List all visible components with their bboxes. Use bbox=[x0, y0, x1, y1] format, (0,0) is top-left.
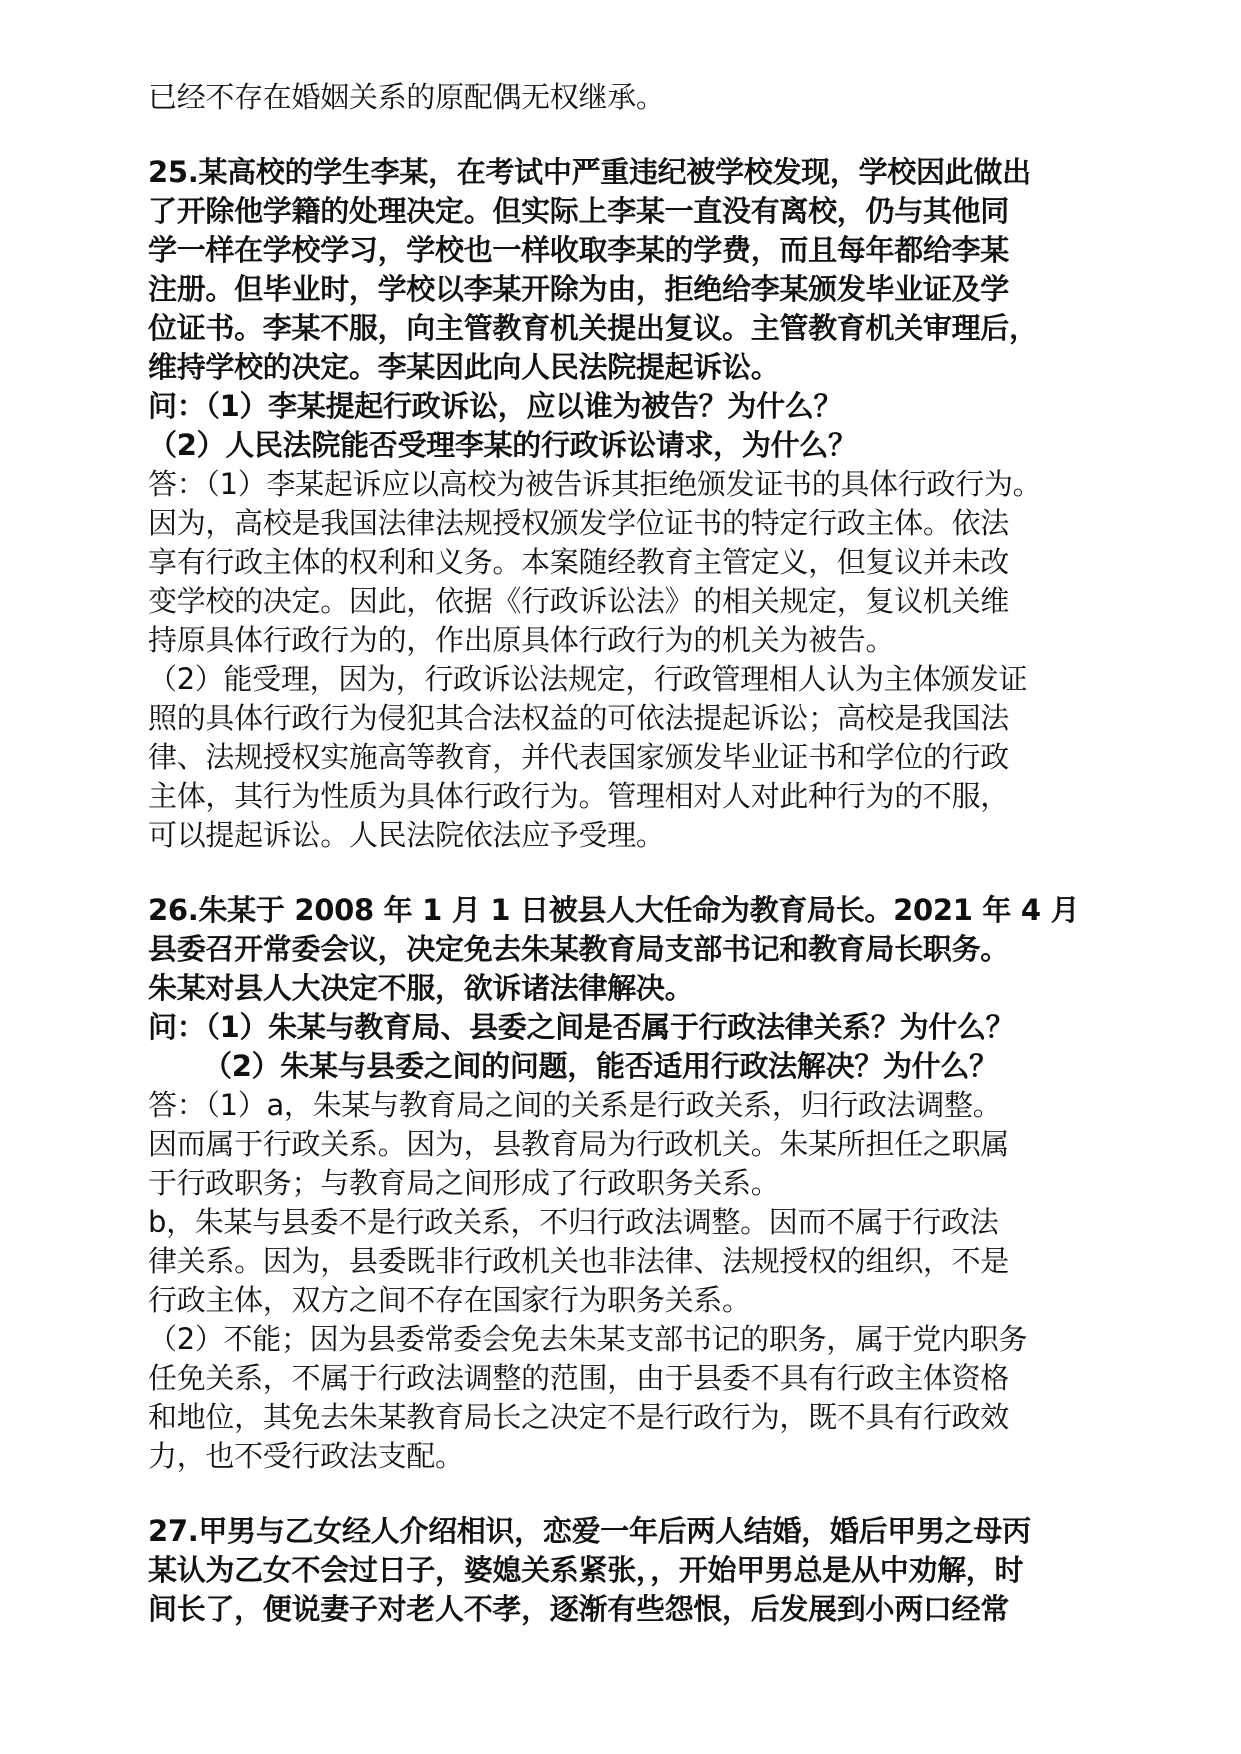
answer-25-line: （2）能受理，因为，行政诉讼法规定，行政管理相人认为主体颁发证 bbox=[148, 662, 1028, 696]
answer-25-line: 答：（1）李某起诉应以高校为被告诉其拒绝颁发证书的具体行政行为。 bbox=[148, 467, 1042, 501]
question-25-line: 注册。但毕业时，学校以李某开除为由，拒绝给李某颁发毕业证及学 bbox=[148, 272, 1010, 306]
question-25-block bbox=[148, 153, 1158, 465]
answer-26-line: 行政主体，双方之间不存在国家行为职务关系。 bbox=[148, 1283, 751, 1317]
question-25-line: 位证书。李某不服，向主管教育机关提出复议。主管教育机关审理后， bbox=[148, 311, 1038, 345]
question-26-sub-question: 问：（1）朱某与教育局、县委之间是否属于行政法律关系？为什么？ bbox=[148, 1010, 1015, 1044]
question-26-line: 26.朱某于 2008 年 1 月 1 日被县人大任命为教育局长。2021 年 4 月 bbox=[148, 893, 1080, 927]
document-page bbox=[148, 78, 1158, 1629]
answer-25-line: 持原具体行政行为的，作出原具体行政行为的机关为被告。 bbox=[148, 623, 895, 657]
question-25-line: 学一样在学校学习，学校也一样收取李某的学费，而且每年都给李某 bbox=[148, 233, 1010, 267]
paragraph-gap bbox=[148, 117, 1158, 153]
answer-26-line: 律关系。因为，县委既非行政机关也非法律、法规授权的组织，不是 bbox=[148, 1244, 1010, 1278]
intro-line: 已经不存在婚姻关系的原配偶无权继承。 bbox=[148, 80, 665, 114]
question-25-sub-question: 问：（1）李某提起行政诉讼，应以谁为被告？为什么？ bbox=[148, 389, 843, 423]
answer-26-line: 和地位，其免去朱某教育局长之决定不是行政行为，既不具有行政效 bbox=[148, 1400, 1010, 1434]
answer-25-line: 律、法规授权实施高等教育，并代表国家颁发毕业证书和学位的行政 bbox=[148, 740, 1010, 774]
answer-26-line: b，朱某与县委不是行政关系，不归行政法调整。因而不属于行政法 bbox=[148, 1205, 999, 1239]
answer-25-line: 照的具体行政行为侵犯其合法权益的可依法提起诉讼；高校是我国法 bbox=[148, 701, 1010, 735]
question-25-line: 了开除他学籍的处理决定。但实际上李某一直没有离校，仍与其他同 bbox=[148, 194, 1010, 228]
question-25-line: 25.某高校的学生李某，在考试中严重违纪被学校发现，学校因此做出 bbox=[148, 155, 1031, 189]
paragraph-gap bbox=[148, 855, 1158, 891]
answer-26-line: 任免关系，不属于行政法调整的范围，由于县委不具有行政主体资格 bbox=[148, 1361, 1010, 1395]
question-27-line: 间长了，便说妻子对老人不孝，逐渐有些怨恨，后发展到小两口经常 bbox=[148, 1592, 1010, 1626]
question-27-line: 27.甲男与乙女经人介绍相识，恋爱一年后两人结婚，婚后甲男之母丙 bbox=[148, 1514, 1031, 1548]
question-26-line: 朱某对县人大决定不服，欲诉诸法律解决。 bbox=[148, 971, 694, 1005]
question-25-line: 维持学校的决定。李某因此向人民法院提起诉讼。 bbox=[148, 350, 780, 384]
answer-25-line: 变学校的决定。因此，依据《行政诉讼法》的相关规定，复议机关维 bbox=[148, 584, 1010, 618]
answer-25-line: 可以提起诉讼。人民法院依法应予受理。 bbox=[148, 818, 665, 852]
answer-26-line: 力，也不受行政法支配。 bbox=[148, 1439, 464, 1473]
question-26-block bbox=[148, 891, 1158, 1086]
answer-25-line: 因为，高校是我国法律法规授权颁发学位证书的特定行政主体。依法 bbox=[148, 506, 1010, 540]
question-26-line: 县委召开常委会议，决定免去朱某教育局支部书记和教育局长职务。 bbox=[148, 932, 1010, 966]
question-25-sub-question: （2）人民法院能否受理李某的行政诉讼请求，为什么？ bbox=[148, 428, 857, 462]
paragraph-gap bbox=[148, 1476, 1158, 1512]
answer-26-line: 于行政职务；与教育局之间形成了行政职务关系。 bbox=[148, 1166, 780, 1200]
question-27-block bbox=[148, 1512, 1158, 1629]
answer-25-line: 享有行政主体的权利和义务。本案随经教育主管定义，但复议并未改 bbox=[148, 545, 1010, 579]
answer-25-block bbox=[148, 465, 1158, 855]
answer-26-line: （2）不能；因为县委常委会免去朱某支部书记的职务，属于党内职务 bbox=[148, 1322, 1028, 1356]
question-27-line: 某认为乙女不会过日子，婆媳关系紧张，，开始甲男总是从中劝解，时 bbox=[148, 1553, 1024, 1587]
answer-26-block bbox=[148, 1086, 1158, 1476]
answer-26-line: 因而属于行政关系。因为，县教育局为行政机关。朱某所担任之职属 bbox=[148, 1127, 1010, 1161]
answer-25-line: 主体，其行为性质为具体行政行为。管理相对人对此种行为的不服， bbox=[148, 779, 1010, 813]
question-26-sub-question: （2）朱某与县委之间的问题，能否适用行政法解决？为什么？ bbox=[203, 1049, 998, 1083]
answer-26-line: 答：（1）a，朱某与教育局之间的关系是行政关系，归行政法调整。 bbox=[148, 1088, 1002, 1122]
